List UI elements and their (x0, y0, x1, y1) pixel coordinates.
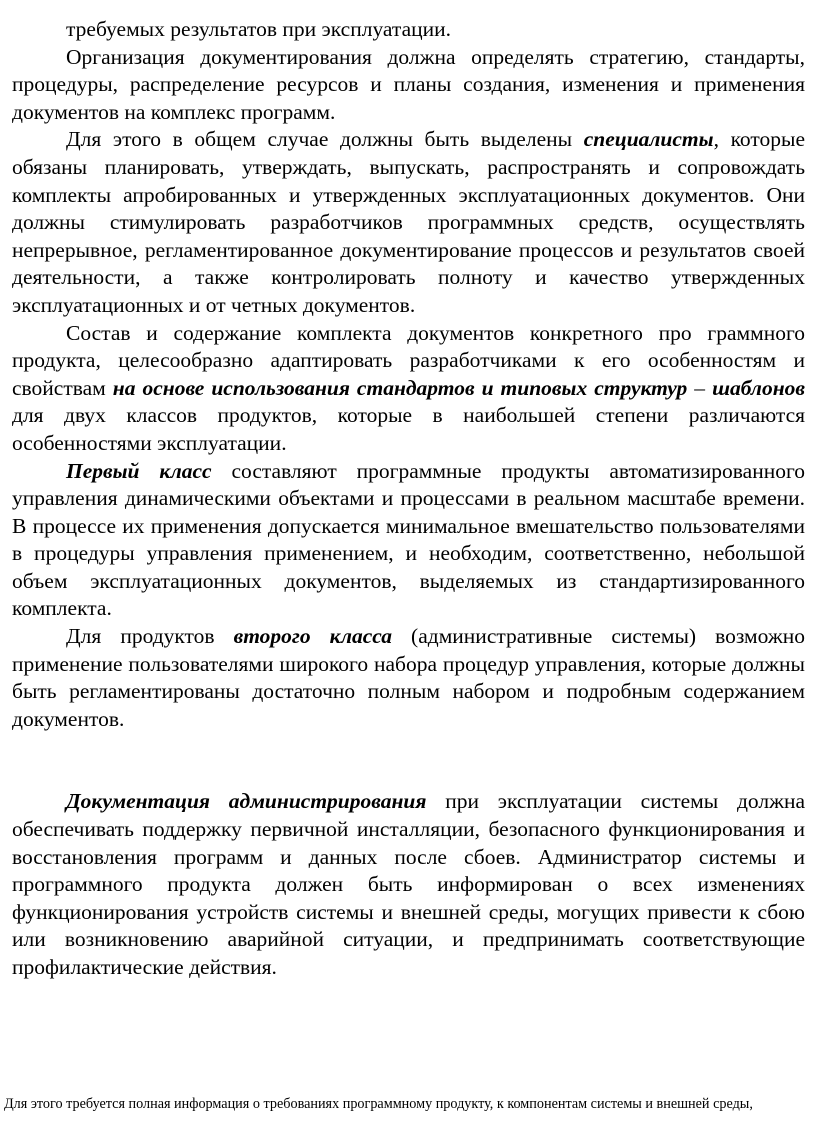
text-run: , которые обязаны планировать, утверждать, выпускать, распространять и сопровождать комплекты апробированных и утвержденных эксплуатационных документов. Они должны стимулировать разработчиков программных средств, осуществлять непрерывное, регламентированное документирование процессов и результатов своей деятельности, а также контролировать полноту и качество утвержденных эксплуатационных и от четных документов. (12, 127, 805, 317)
text-run: Для продуктов (66, 624, 234, 649)
text-run: Для этого в общем случае должны быть выделены (66, 127, 584, 152)
text-run: (административные системы) возможно применение пользователями широкого набора процедур управления, которые должны быть регламентированы достаточно полным набором и подробным содержанием документов. (12, 624, 805, 731)
text-run: – (687, 375, 713, 400)
paragraph (12, 16, 805, 44)
body-text (12, 16, 805, 982)
emphasis-text: на основе использования стандартов и типовых структур (112, 375, 688, 400)
paragraph-gap (12, 733, 805, 788)
text-run: для двух классов продуктов, которые в наибольшей степени различаются особенностями эксплуатации. (12, 403, 805, 455)
paragraph (12, 320, 805, 458)
paragraph (12, 623, 805, 733)
text-run: Организация документирования должна определять стратегию, стандарты, процедуры, распределение ресурсов и планы создания, изменения и применения документов на комплекс программ. (12, 44, 805, 124)
paragraph (12, 788, 805, 981)
paragraph (12, 458, 805, 624)
emphasis-text: второго класса (233, 624, 393, 649)
paragraph (12, 126, 805, 319)
emphasis-text: специалисты (583, 127, 714, 152)
emphasis-text: шаблонов (712, 375, 806, 400)
emphasis-text: Документация администрирования (66, 789, 427, 814)
text-run: при эксплуатации системы должна обеспечивать поддержку первичной инсталляции, безопасного функционирования и восстановления программ и данных после сбоев. Администратор системы и программного продукта должен быть информирован о всех изменениях функционирования устройств системы и внешней среды, могущих привести к сбою или возникновению аварийной ситуации, и предпринимать соответствующие профилактические действия. (12, 789, 805, 979)
footnote: Для этого требуется полная информация о требованиях программному продукту, к компонентам системы и внешней среды, (4, 1096, 753, 1112)
text-run: Состав и содержание комплекта документов конкретного про граммного продукта, целесообразно адаптировать разработчиками к его особенностям и свойствам (12, 320, 805, 400)
paragraph (12, 44, 805, 127)
text-run: составляют программные продукты автоматизированного управления динамическими объектами и процессами в реальном масштабе времени. В процессе их применения допускается минимальное вмешательство пользователями в процедуры управления применением, и необходим, соответственно, небольшой объем эксплуатационных документов, выделяемых из стандартизированного комплекта. (12, 458, 805, 621)
text-run: требуемых результатов при эксплуатации. (66, 17, 452, 41)
emphasis-text: Первый класс (66, 458, 212, 483)
